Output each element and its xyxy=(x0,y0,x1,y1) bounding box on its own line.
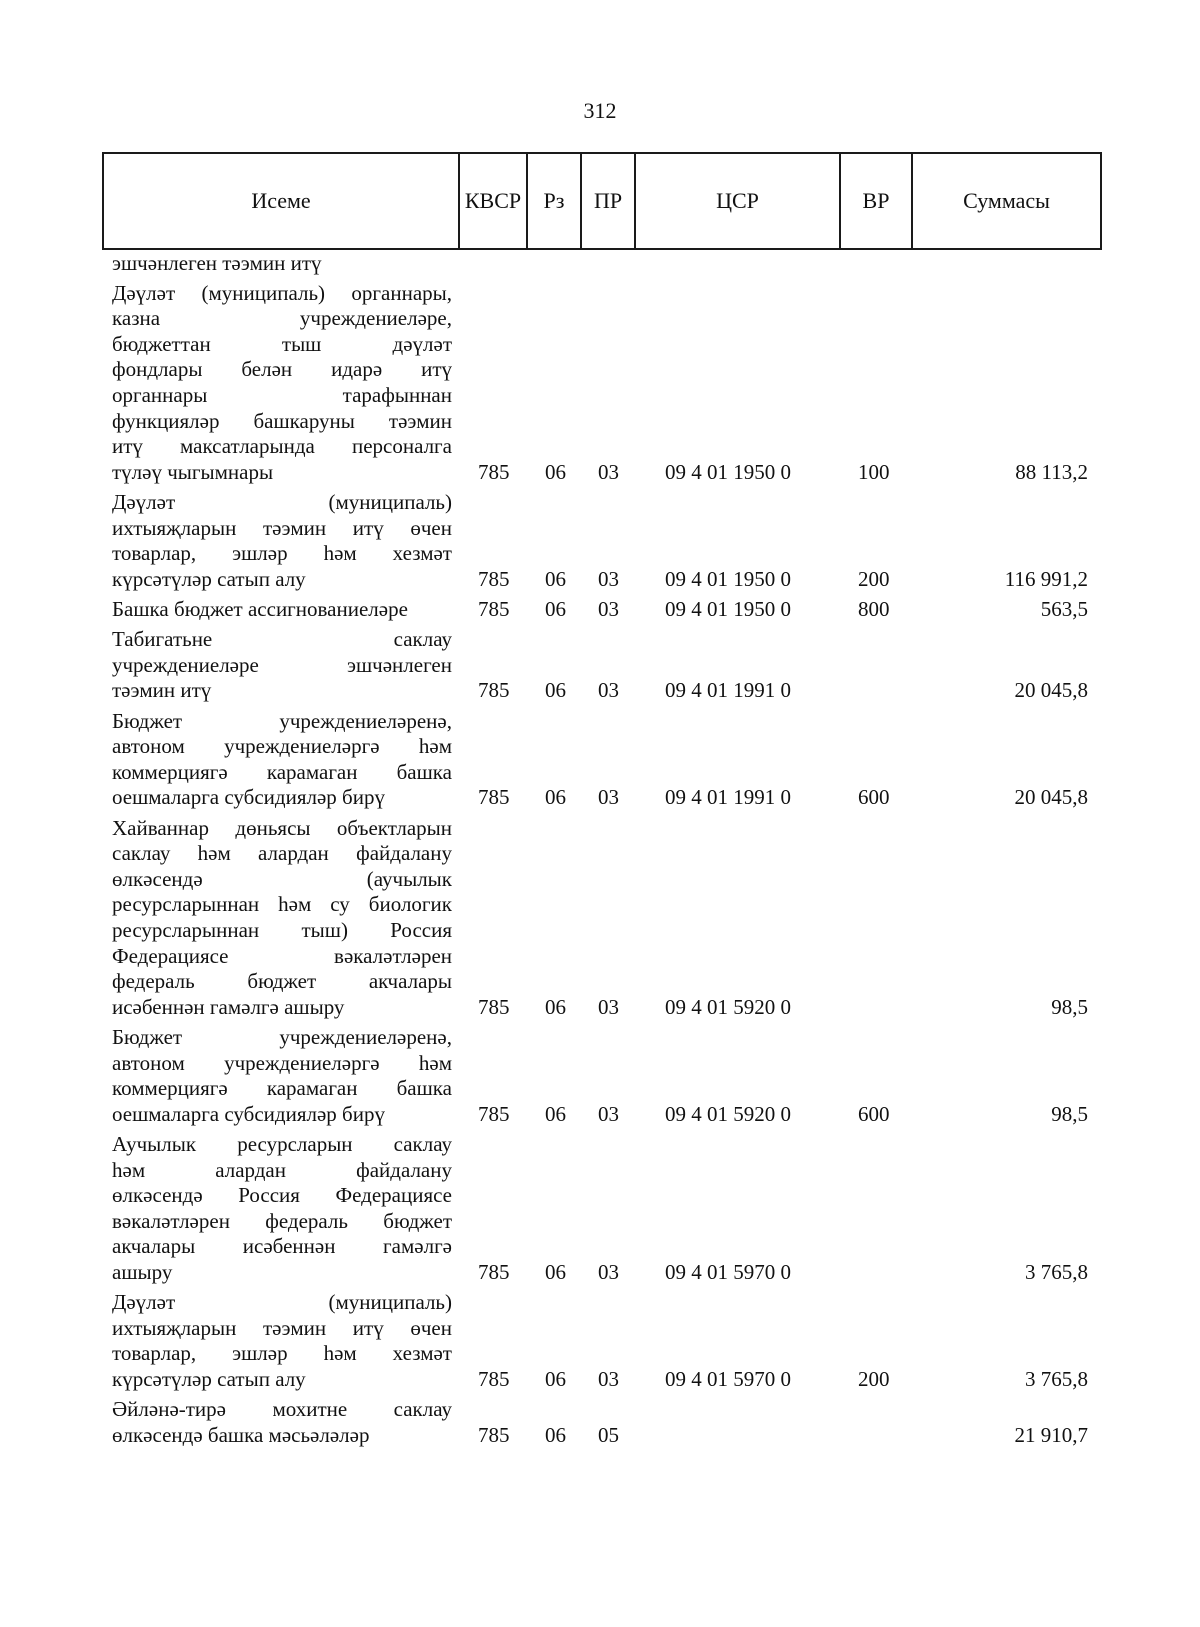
cell-kvsr: 785 xyxy=(478,459,510,484)
name-line: казна учреждениеләре, xyxy=(112,306,452,331)
cell-pr: 03 xyxy=(598,597,619,621)
cell-rz: 06 xyxy=(545,566,566,591)
cell-vr: 600 xyxy=(858,1101,890,1126)
row-name xyxy=(112,816,452,1021)
name-line: өлкәсендә башка мәсьәләләр xyxy=(112,1422,370,1447)
name-line: учреждениеләре эшчәнлеген xyxy=(112,652,452,677)
name-line: күрсәтүләр сатып алу xyxy=(112,566,306,591)
name-line: Хайваннар дөньясы объектларын xyxy=(112,815,452,840)
name-line: һәм алардан файдалану xyxy=(112,1157,452,1182)
cell-pr: 03 xyxy=(598,1101,619,1126)
row-name xyxy=(112,281,452,486)
header-sum: Суммасы xyxy=(911,154,1100,248)
cell-rz: 06 xyxy=(545,459,566,484)
name-line: оешмаларга субсидияләр бирү xyxy=(112,1101,385,1126)
name-line: коммерциягә карамаган башка xyxy=(112,1076,452,1101)
cell-csr: 09 4 01 5920 0 xyxy=(665,1101,791,1126)
cell-kvsr: 785 xyxy=(478,678,510,703)
name-line: ихтыяҗларын тәэмин итү өчен xyxy=(112,515,452,540)
name-line: оешмаларга субсидияләр бирү xyxy=(112,785,385,810)
cell-pr: 03 xyxy=(598,459,619,484)
table-row xyxy=(0,1132,1200,1286)
cell-kvsr: 785 xyxy=(478,566,510,591)
table-row xyxy=(0,816,1200,1021)
table-header xyxy=(102,152,1102,250)
cell-csr: 09 4 01 1950 0 xyxy=(665,566,791,591)
table-row xyxy=(0,281,1200,486)
header-csr: ЦСР xyxy=(634,154,839,248)
header-vr: ВР xyxy=(839,154,911,248)
table-row xyxy=(0,627,1200,704)
cell-pr: 05 xyxy=(598,1422,619,1447)
cell-kvsr: 785 xyxy=(478,1366,510,1391)
row-name xyxy=(112,597,452,623)
name-line: вәкаләтләрен федераль бюджет xyxy=(112,1208,452,1233)
name-line: коммерциягә карамаган башка xyxy=(112,759,452,784)
cell-csr: 09 4 01 5970 0 xyxy=(665,1366,791,1391)
name-line: ресурсларыннан тыш) Россия xyxy=(112,917,452,942)
name-line: фондлары белән идарә итү xyxy=(112,357,452,382)
cell-rz: 06 xyxy=(545,785,566,810)
cell-kvsr: 785 xyxy=(478,994,510,1019)
name-line: автоном учреждениеләргә һәм xyxy=(112,1050,452,1075)
name-line: Әйләнә-тирә мохитне саклау xyxy=(112,1397,452,1422)
carry-over-row xyxy=(0,251,1200,277)
name-line: исәбеннән гамәлгә ашыру xyxy=(112,994,345,1019)
cell-rz: 06 xyxy=(545,1366,566,1391)
row-name xyxy=(112,709,452,811)
cell-pr: 03 xyxy=(598,1366,619,1391)
cell-kvsr: 785 xyxy=(478,1260,510,1284)
cell-pr: 03 xyxy=(598,785,619,810)
row-name xyxy=(112,1025,452,1127)
row-name xyxy=(112,1290,452,1392)
name-line: ихтыяҗларын тәэмин итү өчен xyxy=(112,1315,452,1340)
cell-rz: 06 xyxy=(545,1260,566,1284)
cell-sum: 116 991,2 xyxy=(1004,566,1088,591)
header-kvsr: КВСР xyxy=(458,154,526,248)
cell-csr: 09 4 01 1991 0 xyxy=(665,785,791,810)
cell-vr: 800 xyxy=(858,597,890,621)
cell-sum: 563,5 xyxy=(1040,597,1088,621)
row-name xyxy=(112,251,452,277)
name-line: автоном учреждениеләргә һәм xyxy=(112,734,452,759)
cell-csr: 09 4 01 1950 0 xyxy=(665,597,791,621)
table-row xyxy=(0,1025,1200,1127)
header-rz: Рз xyxy=(526,154,580,248)
cell-sum: 88 113,2 xyxy=(1015,459,1088,484)
name-line: федераль бюджет акчалары xyxy=(112,969,452,994)
name-line: күрсәтүләр сатып алу xyxy=(112,1366,306,1391)
cell-kvsr: 785 xyxy=(478,597,510,621)
name-line: Бюджет учреждениеләренә, xyxy=(112,708,452,733)
cell-csr: 09 4 01 1991 0 xyxy=(665,678,791,703)
name-line: саклау һәм алардан файдалану xyxy=(112,841,452,866)
cell-csr: 09 4 01 1950 0 xyxy=(665,459,791,484)
cell-vr: 200 xyxy=(858,1366,890,1391)
cell-kvsr: 785 xyxy=(478,1422,510,1447)
cell-rz: 06 xyxy=(545,678,566,703)
name-line: Бюджет учреждениеләренә, xyxy=(112,1025,452,1049)
name-line: өлкәсендә Россия Федерациясе xyxy=(112,1183,452,1208)
table-row xyxy=(0,1290,1200,1392)
name-line: Башка бюджет ассигнованиеләре xyxy=(112,597,408,621)
row-name xyxy=(112,627,452,704)
table-row xyxy=(0,709,1200,811)
row-name xyxy=(112,490,452,592)
cell-kvsr: 785 xyxy=(478,1101,510,1126)
name-line: эшчәнлеген тәэмин итү xyxy=(112,251,322,275)
name-line: акчалары исәбеннән гамәлгә xyxy=(112,1234,452,1259)
cell-vr: 100 xyxy=(858,459,890,484)
row-name xyxy=(112,1132,452,1286)
name-line: функцияләр башкаруны тәэмин xyxy=(112,408,452,433)
cell-rz: 06 xyxy=(545,994,566,1019)
table-row xyxy=(0,1397,1200,1448)
cell-sum: 98,5 xyxy=(1051,1101,1088,1126)
cell-sum: 20 045,8 xyxy=(1014,678,1088,703)
cell-sum: 21 910,7 xyxy=(1014,1422,1088,1447)
cell-vr: 200 xyxy=(858,566,890,591)
name-line: Федерациясе вәкаләтләрен xyxy=(112,943,452,968)
name-line: Табигатьне саклау xyxy=(112,627,452,652)
cell-kvsr: 785 xyxy=(478,785,510,810)
name-line: товарлар, эшләр һәм хезмәт xyxy=(112,1341,452,1366)
cell-sum: 3 765,8 xyxy=(1025,1260,1088,1284)
name-line: ашыру xyxy=(112,1259,173,1284)
header-name: Исеме xyxy=(251,188,311,213)
name-line: товарлар, эшләр һәм хезмәт xyxy=(112,541,452,566)
name-line: Дәүләт (муниципаль) органнары, xyxy=(112,280,452,305)
cell-rz: 06 xyxy=(545,1422,566,1447)
page-number: 312 xyxy=(583,98,617,123)
cell-sum: 98,5 xyxy=(1051,994,1088,1019)
cell-csr: 09 4 01 5920 0 xyxy=(665,994,791,1019)
cell-sum: 3 765,8 xyxy=(1025,1366,1088,1391)
cell-vr: 600 xyxy=(858,785,890,810)
name-line: ресурсларыннан һәм су биологик xyxy=(112,892,452,917)
row-name xyxy=(112,1397,452,1448)
cell-pr: 03 xyxy=(598,1260,619,1284)
name-line: органнары тарафыннан xyxy=(112,382,452,407)
header-pr: ПР xyxy=(580,154,634,248)
name-line: бюджеттан тыш дәүләт xyxy=(112,331,452,356)
name-line: түләү чыгымнары xyxy=(112,459,274,484)
cell-rz: 06 xyxy=(545,1101,566,1126)
cell-pr: 03 xyxy=(598,994,619,1019)
table-row xyxy=(0,490,1200,592)
cell-csr: 09 4 01 5970 0 xyxy=(665,1260,791,1284)
cell-rz: 06 xyxy=(545,597,566,621)
name-line: итү максатларында персоналга xyxy=(112,434,452,459)
name-line: Дәүләт (муниципаль) xyxy=(112,1290,452,1315)
name-line: тәэмин итү xyxy=(112,678,212,703)
cell-pr: 03 xyxy=(598,566,619,591)
cell-sum: 20 045,8 xyxy=(1014,785,1088,810)
cell-pr: 03 xyxy=(598,678,619,703)
name-line: Дәүләт (муниципаль) xyxy=(112,490,452,514)
name-line: өлкәсендә (аучылык xyxy=(112,866,452,891)
table-row xyxy=(0,597,1200,623)
name-line: Аучылык ресурсларын саклау xyxy=(112,1132,452,1156)
